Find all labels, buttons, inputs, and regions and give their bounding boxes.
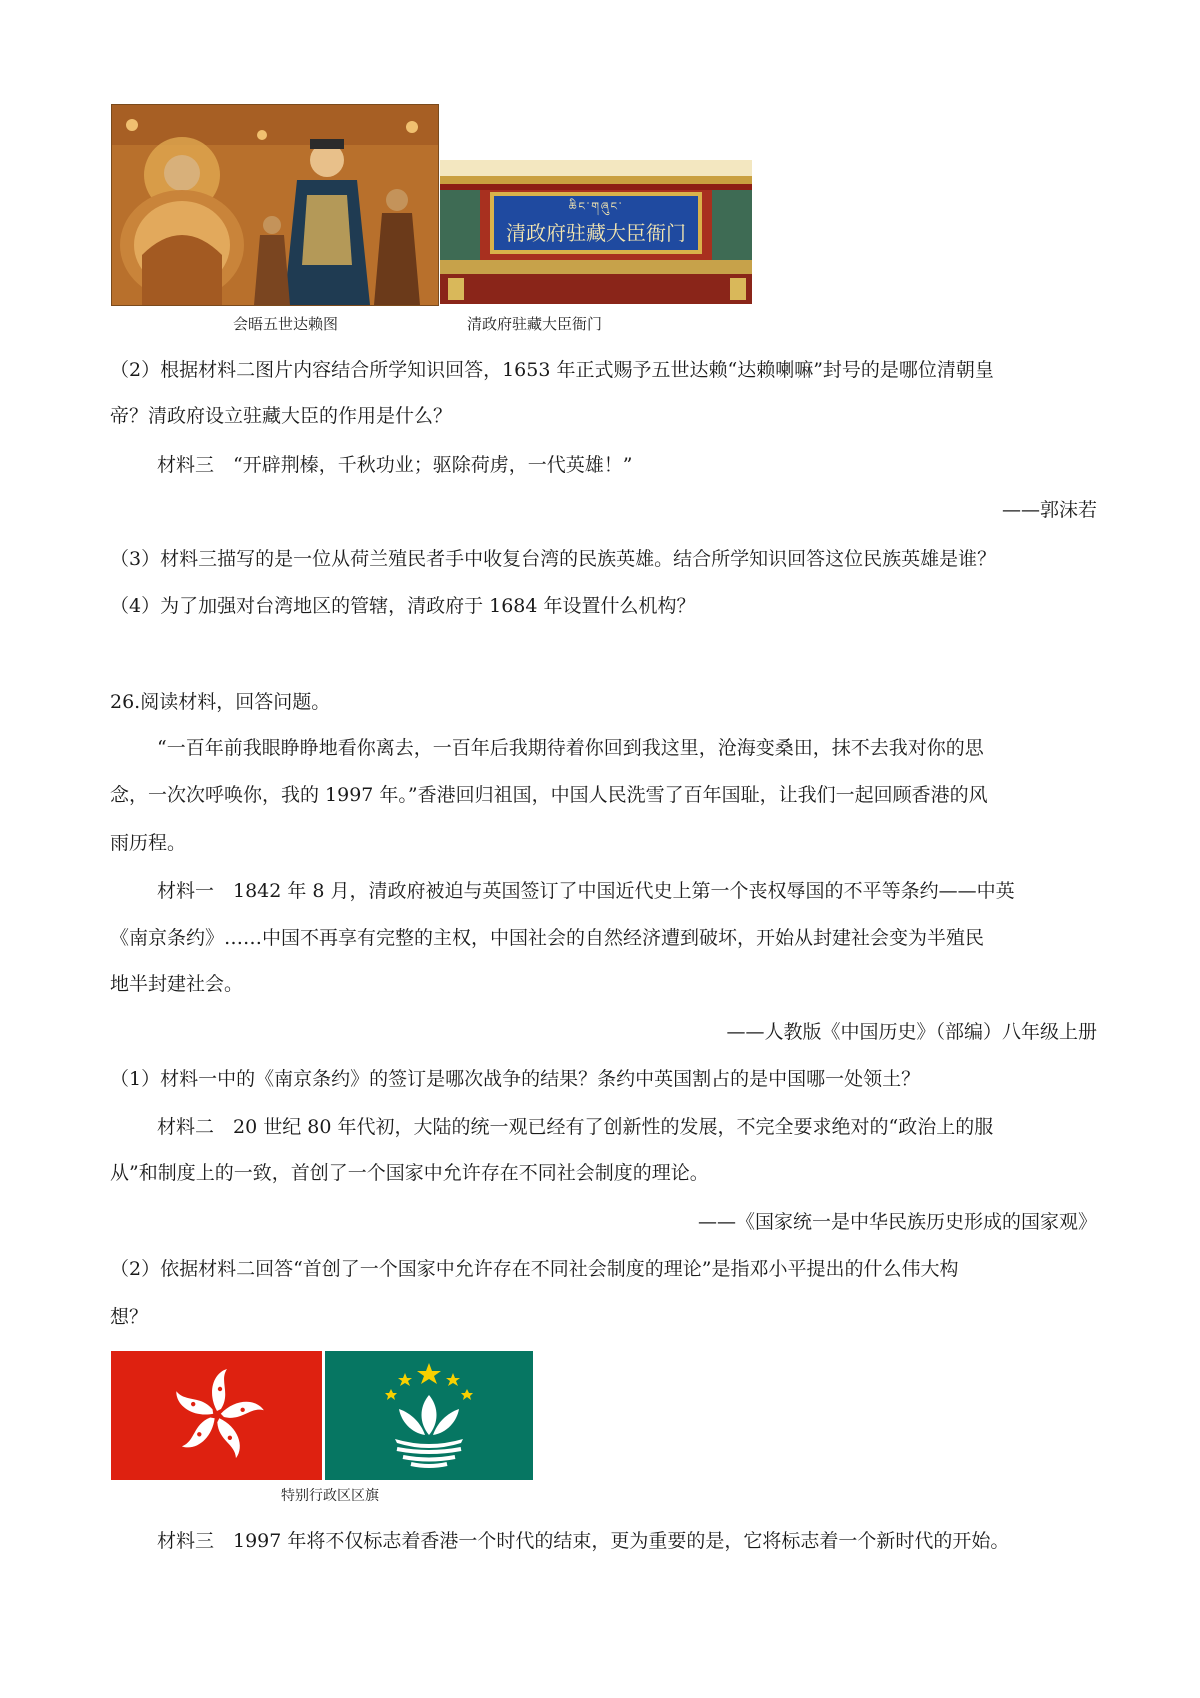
lotus-emblem bbox=[325, 1351, 533, 1480]
macau-flag bbox=[325, 1351, 533, 1480]
q26-material-1-line-1: 材料一 1842 年 8 月，清政府被迫与英国签订了中国近代史上第一个丧权辱国的不平等条约——中英 bbox=[157, 880, 1015, 902]
q26-question-2-line-1: （2）依据材料二回答“首创了一个国家中允许存在不同社会制度的理论”是指邓小平提出的什么伟大构 bbox=[110, 1258, 959, 1280]
q26-material-2-source: ——《国家统一是中华民族历史形成的国家观》 bbox=[697, 1211, 1097, 1233]
q25-material-3: 材料三 “开辟荆榛，千秋功业；驱除荷虏，一代英雄！” bbox=[157, 454, 633, 476]
q25-question-4: （4）为了加强对台湾地区的管辖，清政府于 1684 年设置什么机构？ bbox=[110, 595, 696, 617]
gate-caption: 清政府驻藏大臣衙门 bbox=[467, 315, 603, 333]
amban-yamen-gate-photo bbox=[440, 160, 752, 304]
q26-heading: 26.阅读材料，回答问题。 bbox=[110, 691, 331, 713]
q25-question-3: （3）材料三描写的是一位从荷兰殖民者手中收复台湾的民族英雄。结合所学知识回答这位民族英雄是谁？ bbox=[110, 548, 997, 570]
q26-intro-line-1: “一百年前我眼睁睁地看你离去，一百年后我期待着你回到我这里，沧海变桑田，抹不去我对你的思 bbox=[157, 737, 984, 759]
gate-plaque-text: 清政府驻藏大臣衙门 bbox=[506, 221, 686, 245]
q25-material-3-source: ——郭沫若 bbox=[1001, 499, 1097, 521]
dalai-lama-meeting-painting bbox=[111, 104, 439, 306]
q26-question-1: （1）材料一中的《南京条约》的签订是哪次战争的结果？条约中英国割占的是中国哪一处领土？ bbox=[110, 1068, 921, 1090]
painting-illustration bbox=[112, 105, 438, 305]
gate-plaque bbox=[490, 192, 702, 254]
q26-material-1-source: ——人教版《中国历史》（部编）八年级上册 bbox=[726, 1021, 1097, 1043]
painting-caption: 会晤五世达赖图 bbox=[233, 315, 339, 333]
q26-intro-line-3: 雨历程。 bbox=[110, 832, 187, 854]
q25-question-2-line-2: 帝？清政府设立驻藏大臣的作用是什么？ bbox=[110, 405, 453, 427]
q26-material-2-line-2: 从”和制度上的一致，首创了一个国家中允许存在不同社会制度的理论。 bbox=[110, 1162, 709, 1184]
q26-intro-line-2: 念，一次次呼唤你，我的 1997 年。”香港回归祖国，中国人民洗雪了百年国耻，让我们一起回顾香港的风 bbox=[110, 784, 988, 806]
flags-caption: 特别行政区区旗 bbox=[281, 1488, 379, 1504]
q25-question-2-line-1: （2）根据材料二图片内容结合所学知识回答，1653 年正式赐予五世达赖“达赖喇嘛”封号的是哪位清朝皇 bbox=[110, 359, 994, 381]
gate-plaque-tibetan-script: ཆིང་གཞུང་ bbox=[568, 200, 624, 213]
q26-material-1-line-2: 《南京条约》……中国不再享有完整的主权，中国社会的自然经济遭到破坏，开始从封建社会变为半殖民 bbox=[110, 927, 985, 949]
q26-material-2-line-1: 材料二 20 世纪 80 年代初，大陆的统一观已经有了创新性的发展，不完全要求绝对的“政治上的服 bbox=[157, 1116, 994, 1138]
q26-material-3: 材料三 1997 年将不仅标志着香港一个时代的结束，更为重要的是，它将标志着一个新时代的开始。 bbox=[157, 1530, 1010, 1552]
hong-kong-flag bbox=[111, 1351, 322, 1480]
q26-material-1-line-3: 地半封建社会。 bbox=[110, 973, 244, 995]
q26-question-2-line-2: 想？ bbox=[110, 1306, 149, 1328]
bauhinia-emblem bbox=[111, 1351, 322, 1480]
